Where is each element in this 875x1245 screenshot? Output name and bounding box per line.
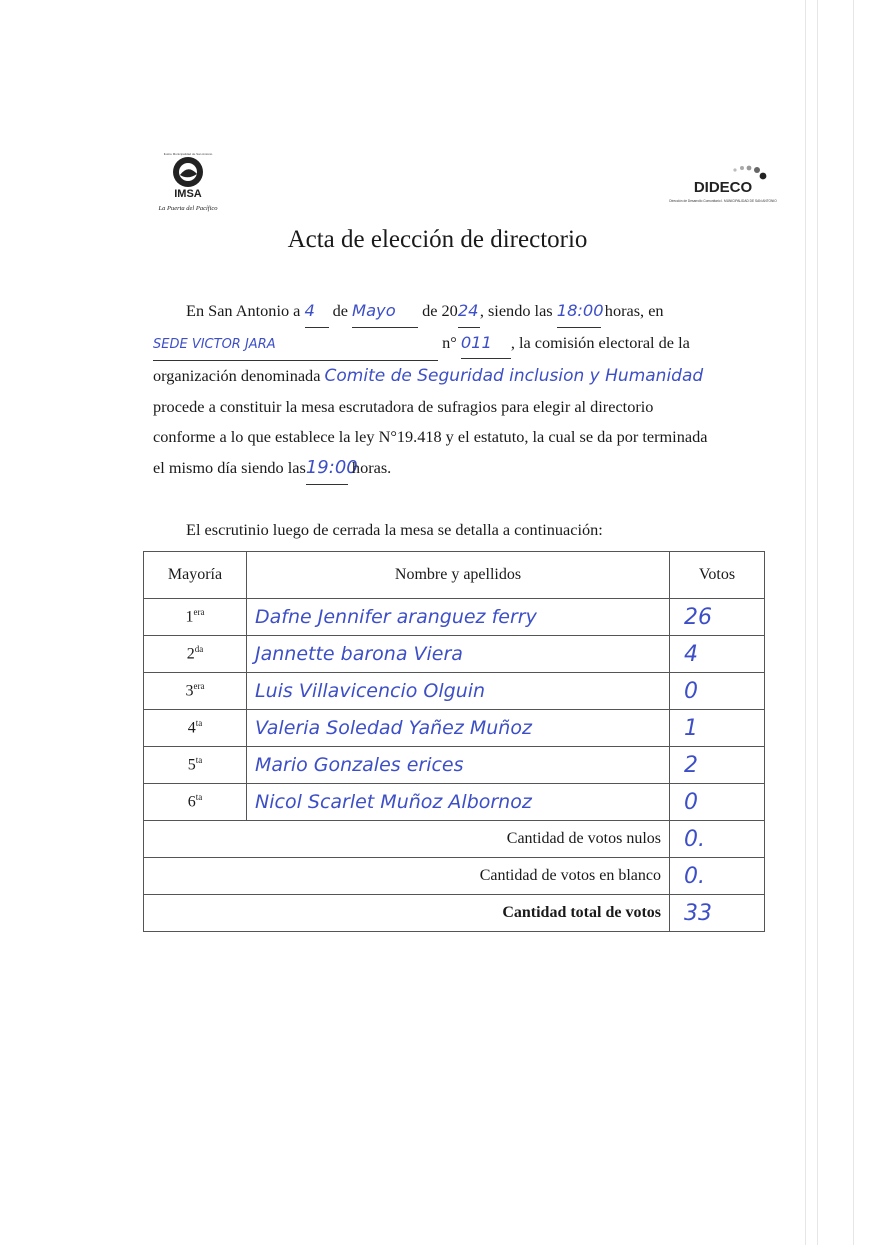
blank-votes-value: 0. — [670, 858, 765, 895]
table-row — [144, 710, 765, 747]
votes-cell: 0 — [670, 784, 765, 821]
paragraph-line: procede a constituir la mesa escrutadora de sufragios para elegir al directorio — [153, 396, 654, 416]
header-votos: Votos — [670, 552, 765, 599]
text-fragment: En San Antonio a — [186, 301, 301, 320]
location-field: SEDE VICTOR JARA — [153, 330, 438, 362]
table-row — [144, 599, 765, 636]
text-fragment: n° — [442, 332, 457, 352]
rank-cell: $2^{da}$ — [144, 636, 247, 673]
end-time-field: 19:00 — [306, 453, 348, 485]
results-table — [143, 551, 765, 932]
total-votes-row — [144, 895, 765, 932]
organization-field: Comite de Seguridad inclusion y Humanidad — [324, 366, 704, 387]
rank-cell: $6^{ta}$ — [144, 784, 247, 821]
imsa-logo-ring: Ilustre Municipalidad de San Antonio — [163, 152, 213, 156]
scrutiny-intro: El escrutinio luego de cerrada la mesa se detalla a continuación: — [186, 520, 603, 539]
name-cell: Luis Villavicencio Olguin — [247, 673, 670, 710]
imsa-logo — [150, 150, 240, 220]
dideco-logo-sub: Dirección de Desarrollo Comunitario I. MUNICIPALIDAD DE SAN ANTONIO — [669, 199, 777, 203]
number-field: 011 — [461, 328, 511, 360]
day-field: 4 — [305, 296, 329, 328]
table-row — [144, 636, 765, 673]
scan-edge — [765, 0, 875, 1245]
rank-cell: $4^{ta}$ — [144, 710, 247, 747]
rank-cell: $3^{era}$ — [144, 673, 247, 710]
blank-votes-label: Cantidad de votos en blanco — [144, 858, 670, 895]
rank-cell: $5^{ta}$ — [144, 747, 247, 784]
votes-cell: 26 — [670, 599, 765, 636]
votes-cell: 4 — [670, 636, 765, 673]
header-mayoria: Mayoría — [144, 552, 247, 599]
text-fragment: , siendo las — [479, 301, 553, 320]
table-row — [144, 673, 765, 710]
rank-cell: $1^{era}$ — [144, 599, 247, 636]
text-fragment: , la comisión electoral de la — [510, 332, 690, 352]
text-fragment: de — [332, 301, 348, 320]
text-fragment: organización denominada — [153, 366, 321, 386]
start-time-field: 18:00 — [557, 296, 601, 328]
name-cell: Dafne Jennifer aranguez ferry — [247, 599, 670, 636]
document-title: Acta de elección de directorio — [287, 226, 588, 253]
votes-cell: 2 — [670, 747, 765, 784]
month-field: Mayo — [352, 296, 418, 328]
text-fragment: de 20 — [422, 301, 458, 320]
null-votes-value: 0. — [670, 821, 765, 858]
name-cell: Valeria Soledad Yañez Muñoz — [247, 710, 670, 747]
null-votes-label: Cantidad de votos nulos — [144, 821, 670, 858]
table-header-row — [144, 552, 765, 599]
text-fragment: horas. — [351, 457, 392, 477]
header-nombre: Nombre y apellidos — [247, 552, 670, 599]
text-fragment: horas, en — [604, 301, 664, 320]
imsa-logo-tagline: La Puerta del Pacífico — [158, 205, 218, 212]
null-votes-row — [144, 821, 765, 858]
paragraph-line: conforme a lo que establece la ley N°19.418 y el estatuto, la cual se da por terminada — [153, 427, 708, 447]
dideco-logo-text: DIDECO — [693, 179, 753, 196]
acta-paragraph — [153, 296, 763, 485]
dideco-logo — [669, 162, 777, 222]
name-cell: Mario Gonzales erices — [247, 747, 670, 784]
table-row — [144, 747, 765, 784]
name-cell: Nicol Scarlet Muñoz Albornoz — [247, 784, 670, 821]
votes-cell: 0 — [670, 673, 765, 710]
blank-votes-row — [144, 858, 765, 895]
table-row — [144, 784, 765, 821]
name-cell: Jannette barona Viera — [247, 636, 670, 673]
votes-cell: 1 — [670, 710, 765, 747]
year-field: 24 — [458, 296, 480, 328]
total-votes-value: 33 — [670, 895, 765, 932]
total-votes-label: Cantidad total de votos — [144, 895, 670, 932]
imsa-logo-text: IMSA — [174, 188, 202, 200]
text-fragment: el mismo día siendo las — [153, 457, 306, 477]
